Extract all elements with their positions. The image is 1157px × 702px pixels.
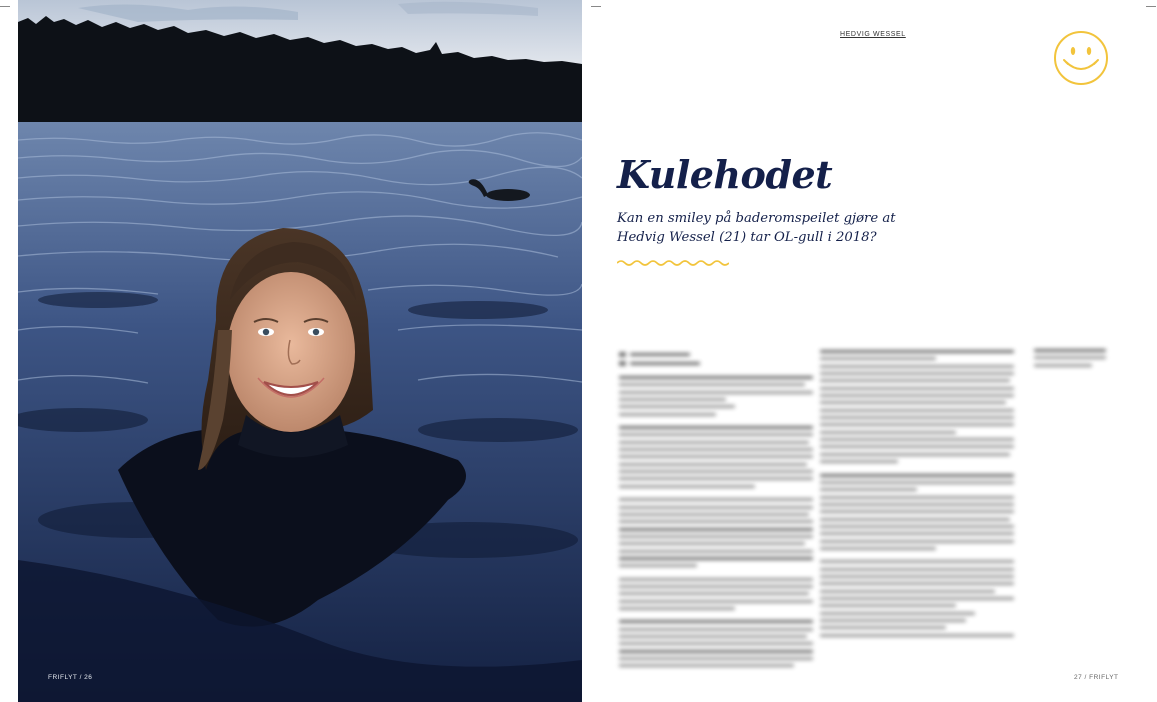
crop-mark	[1146, 6, 1156, 7]
body-column-2	[820, 350, 1014, 641]
sidebar-note	[1034, 349, 1106, 371]
body-column-1	[619, 352, 813, 672]
cover-photo	[18, 0, 582, 702]
subheadline: Kan en smiley på baderomspeilet gjøre at Hedvig Wessel (21) tar OL-gull i 2018?	[617, 211, 896, 245]
folio-left: FRIFLYT / 26	[48, 674, 93, 681]
crop-mark	[591, 6, 601, 7]
wave-divider-icon	[617, 258, 729, 268]
kicker: HEDVIG WESSEL	[840, 31, 906, 38]
photographer-credit-icon	[619, 361, 626, 366]
writer-credit-icon	[619, 352, 626, 357]
crop-mark	[0, 6, 10, 7]
folio-right: 27 / FRIFLYT	[1074, 674, 1119, 681]
headline: Kulehodet	[617, 152, 833, 197]
smiley-icon	[1053, 30, 1109, 86]
